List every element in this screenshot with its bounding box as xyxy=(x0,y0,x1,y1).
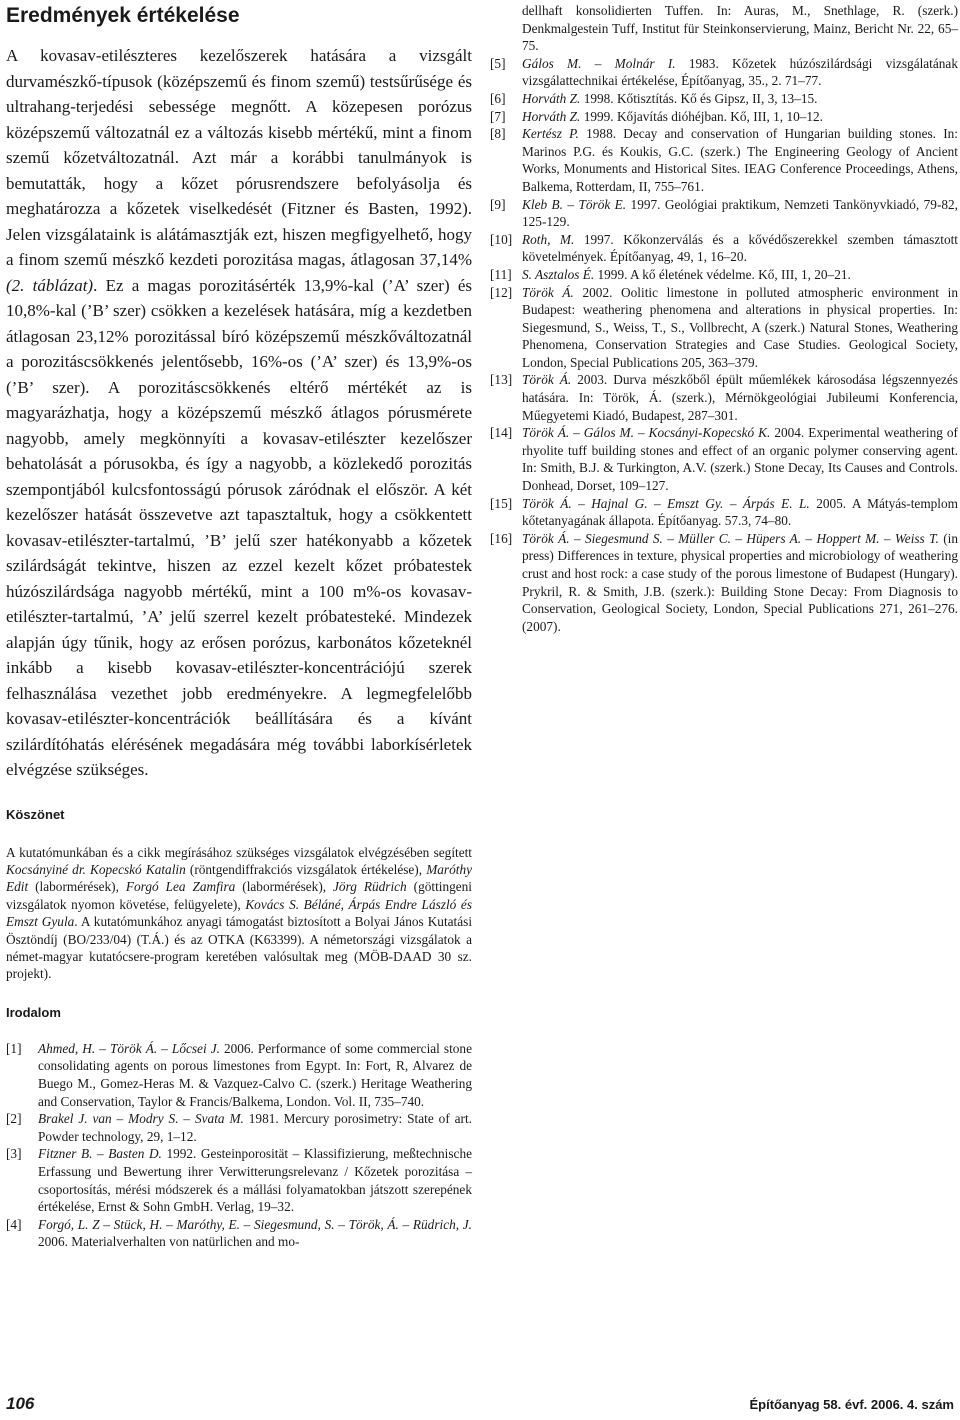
references-list-left xyxy=(6,1040,472,1251)
reference-item xyxy=(490,125,958,195)
text-run: (labormérések), xyxy=(28,879,126,895)
right-column xyxy=(490,2,958,635)
reference-text xyxy=(522,371,958,424)
reference-body: 1981. Mercury porosimetry: State of art. Powder technology, 29, 1–12. xyxy=(38,1111,473,1144)
reference-item xyxy=(6,1110,472,1145)
reference-body: 1983. Kőzetek húzószilárdsági vizsgálatának vizsgálattechnikai értékelése, Építőanyag, 35., 2. 71–77. xyxy=(522,55,958,89)
reference-item xyxy=(490,108,958,126)
reference-number: [16] xyxy=(490,530,513,546)
reference-number: [6] xyxy=(490,90,506,106)
reference-text xyxy=(522,125,958,195)
reference-body: 2006. Materialverhalten von natürlichen and mo- xyxy=(38,1234,300,1250)
acknowledgements-text xyxy=(6,844,472,983)
reference-body: 1999. A kő életének védelme. Kő, III, 1, 20–21. xyxy=(594,266,851,282)
reference-body: 1999. Kőjavítás dióhéjban. Kő, III, 1, 10–12. xyxy=(580,108,824,124)
reference-text xyxy=(522,495,958,530)
text-run: Forgó Lea Zamfira xyxy=(125,879,236,895)
reference-body: 2003. Durva mészkőből épült műemlékek károsodása légszennyezés hatására. In: Török, Á. (szerk.), Mérnökgeológiai Jubileumi Konferencia, Műegyetemi Kiadó, Budapest, 287–301. xyxy=(522,372,958,423)
reference-body: 1998. Kőtisztítás. Kő és Gipsz, II, 3, 13–15. xyxy=(580,90,818,106)
reference-item xyxy=(490,495,958,530)
reference-text xyxy=(38,1110,472,1145)
reference-item xyxy=(490,266,958,284)
reference-item xyxy=(490,90,958,108)
reference-number: [8] xyxy=(490,126,506,142)
text-run: (labormérések), xyxy=(235,879,334,895)
reference-authors: S. Asztalos É. xyxy=(522,266,595,282)
reference-authors: Kertész P. xyxy=(522,126,579,142)
references-heading: Irodalom xyxy=(6,1004,61,1020)
reference-body: 1992. Gesteinporosität – Klassifizierung, meßtechnische Erfassung und Bewertung ihrer Verwitterungsrelevanz / Kőzetek porozitása – csoportosítás, mérési módszerek és a mállási folyamatokban játszott szerepének értékelése, Ernst & Sohn GmbH. Verlag, 19–32. xyxy=(38,1146,472,1215)
reference-text xyxy=(522,424,958,494)
text-run: A kovasav-etilészteres kezelőszerek hatására a vizsgált durvamészkő-típusok (középszemű és finom szemű) testsűrűsége és ultrahang-terjedési sebessége megnőtt. A közepesen porózus középszemű változatnál ez a változás kisebb mértékű, mint a finom szemű kőzetváltozatnál. Azt már a korábbi tanulmányok is bemutatták, hogy a kőzet pórusrendszere befolyásolja és meghatározza a kőzetek viselkedését (Fitzner és Basten, 1992). Jelen vizsgálataink is alátámasztják ezt, hiszen megfigyelhető, hogy a finom szemű mészkő kezdeti porozitása magas, átlagosan 37,14% xyxy=(6,46,472,269)
reference-authors: Horváth Z. xyxy=(522,108,581,124)
reference-item xyxy=(6,1145,472,1215)
reference-text xyxy=(522,284,958,372)
reference-authors: Török Á. – Gálos M. – Kocsányi-Kopecskó K. xyxy=(522,425,771,441)
reference-body: 1988. Decay and conservation of Hungarian building stones. In: Marinos P.G. és Koukis, G.C. (szerk.) The Engineering Geology of Ancient Works, Monuments and Historical Sites. IEAG Conference Proceedings, Athens, Balkema, Rotterdam, II, 755–761. xyxy=(522,126,958,194)
reference-body: (in press) Differences in texture, physical properties and microbiology of weathering crust and host rock: a case study of the porous limestone of Budapest (Hungary). Prykril, R. & Smith, J.B. (szerk.): Building Stone Decay: From Diagnosis to Conservation, Geological Society, London, Special Publications 271, 261–276. (2007). xyxy=(522,530,958,634)
acknowledgements-heading: Köszönet xyxy=(6,806,65,822)
reference-body: 2004. Experimental weathering of rhyolite tuff building stones and effect of an organic polymer conserving agent. In: Smith, B.J. & Turkington, A.V. (szerk.) Stone Decay, Its Causes and Controls. Donhead, Dorset, 109–127. xyxy=(522,425,958,494)
reference-number: [10] xyxy=(490,231,513,247)
reference-text xyxy=(522,530,958,636)
reference-authors: Török Á. xyxy=(522,284,574,300)
reference-continuation: dellhaft konsolidierten Tuffen. In: Auras, M., Snethlage, R. (szerk.) Denkmalgestein Tuff, Institut für Steinkonservierung, Mainz, Bericht Nr. 22, 65–75. xyxy=(522,3,958,54)
reference-text xyxy=(522,55,958,90)
text-run: Jörg Rüdrich xyxy=(333,879,407,895)
journal-footer: Építőanyag 58. évf. 2006. 4. szám xyxy=(749,1397,954,1412)
reference-number: [4] xyxy=(6,1216,22,1232)
reference-number: [7] xyxy=(490,108,506,124)
reference-item xyxy=(490,371,958,424)
reference-number: [1] xyxy=(6,1040,22,1056)
text-run: . Ez a magas porozitásérték 13,9%-kal (’A’ szer) és 10,8%-kal (’B’ szer) csökken a kezelések hatására, míg a kezdetben átlagosan 23,12% porozitással bíró középszemű mészkőváltozatnál a porozitáscsökkenés jelentősebb, 16%-os (’A’ szer) és 13,9%-os (’B’ szer). A porozitáscsökkenés eltérő mértékét az is magyarázhatja, hogy a középszemű mészkő átlagos pórusmérete nagyobb, amely megkönnyíti a kovasav-etilészter kezelőszer behatolását a pórusokba, és így a nagyobb, a közlekedő porozitás szempontjából kulcsfontosságú pórusok záródnak el először. A két kezelőszer hatását összevetve azt tapasztaltuk, hogy a csökkentett kovasav-etilészter-tartalmú, ’B’ jelű szer hatékonyabb a kőzetek szilárdságát tekintve, hiszen az ezzel kezelt kőzet próbatestek húzószilárdsága nagyobb mértékű, mint a 100 m%-os kovasav-etilészter-tartalmú, ’A’ jelű szerrel kezelt próbatesteké. Mindezek alapján úgy tűnik, hogy az erősen porózus, karbonátos kőzeteknél inkább a kisebb kovasav-etilészter-koncentrációjú szerek felhasználása vezethet jobb eredményekre. A legmegfelelőbb kovasav-etilészter-koncentrációk beállítására és a kívánt szilárdítóhatás elérésének megadására még további laborkísérletek elvégzése szükséges. xyxy=(6,275,473,779)
reference-authors: Brakel J. van – Modry S. – Svata M. xyxy=(38,1111,244,1127)
text-run: (göttingeni vizsgálatok nyomon követése, felügyelete), xyxy=(6,879,472,912)
text-run: Maróthy Edit xyxy=(6,861,472,895)
section-title: Eredmények értékelése xyxy=(6,4,240,27)
reference-number: [9] xyxy=(490,196,506,212)
text-run: A kutatómunkában és a cikk megírásához szükséges vizsgálatok elvégzésében segített xyxy=(6,844,472,860)
reference-number: [5] xyxy=(490,55,506,71)
reference-item xyxy=(490,231,958,266)
reference-authors: Roth, M. xyxy=(522,231,575,247)
reference-body: 1997. Geológiai praktikum, Nemzeti Tankönyvkiadó, 79-82, 125-129. xyxy=(522,196,958,230)
reference-authors: Ahmed, H. – Török Á. – Lőcsei J. xyxy=(38,1040,220,1056)
reference-authors: Kleb B. – Török E. xyxy=(522,196,627,212)
reference-text xyxy=(38,1145,472,1215)
reference-number: [12] xyxy=(490,284,513,300)
text-run: Kocsányiné dr. Kopecskó Katalin xyxy=(6,861,186,877)
reference-item xyxy=(490,284,958,372)
reference-text xyxy=(38,1040,472,1110)
reference-authors: Horváth Z. xyxy=(522,90,581,106)
reference-item xyxy=(6,1040,472,1110)
reference-number: [11] xyxy=(490,266,512,282)
reference-item xyxy=(490,424,958,494)
left-column xyxy=(6,0,472,1251)
text-run: (2. táblázat) xyxy=(6,275,94,295)
reference-item xyxy=(490,530,958,636)
reference-body: 1997. Kőkonzerválás és a kővédőszerekkel szemben támasztott követelmények. Építőanyag, 49, 1, 16–20. xyxy=(522,231,958,265)
reference-number: [14] xyxy=(490,425,513,441)
reference-item xyxy=(490,196,958,231)
text-run: (röntgendiffrakciós vizsgálatok értékelése), xyxy=(185,861,427,877)
reference-number: [3] xyxy=(6,1146,22,1162)
reference-text xyxy=(522,196,958,231)
reference-number: [2] xyxy=(6,1111,22,1127)
reference-text xyxy=(522,231,958,266)
reference-number: [15] xyxy=(490,495,513,511)
reference-text xyxy=(522,90,958,108)
text-run: Kovács S. Béláné, Árpás Endre László és Emszt Gyula xyxy=(6,896,472,930)
references-list-right xyxy=(490,55,958,636)
reference-item xyxy=(490,55,958,90)
reference-body: 2005. A Mátyás-templom kőtetanyagának állapota. Építőanyag. 57.3, 74–80. xyxy=(522,495,958,529)
reference-authors: Török Á. – Siegesmund S. – Müller C. – Hüpers A. – Hoppert M. – Weiss T. xyxy=(522,530,939,546)
results-paragraph xyxy=(6,43,472,783)
reference-number: [13] xyxy=(490,372,513,388)
reference-authors: Forgó, L. Z – Stück, H. – Maróthy, E. – Siegesmund, S. – Török, Á. – Rüdrich, J. xyxy=(38,1216,472,1232)
reference-authors: Fitzner B. – Basten D. xyxy=(38,1146,162,1162)
text-run: . A kutatómunkához anyagi támogatást biztosított a Bolyai János Kutatási Ösztöndíj (BO/233/04) (T.Á.) és az OTKA (K63399). A németországi vizsgálatok a német-magyar kutatócsere-program keretében valósultak meg (MÖB-DAAD 30 sz. projekt). xyxy=(6,914,473,982)
reference-text xyxy=(522,266,958,284)
reference-body: 2002. Oolitic limestone in polluted atmospheric environment in Budapest: weathering phenomena and alterations in physical properties. In: Siegesmund, S., Weiss, T., S., Vollbrecht, A (szerk.) Natural Stones, Weathering Phenomena, Conservation Strategies and Case Studies. Geological Society, London, Special Publications 205, 363–379. xyxy=(522,284,958,370)
page-number: 106 xyxy=(6,1394,35,1413)
reference-authors: Török Á. – Hajnal G. – Emszt Gy. – Árpás E. L. xyxy=(522,495,810,511)
reference-text xyxy=(522,108,958,126)
reference-authors: Török Á. xyxy=(522,372,572,388)
reference-item xyxy=(6,1216,472,1251)
reference-body: 2006. Performance of some commercial stone consolidating agents on porous limestones from Egypt. In: Fort, R, Alvarez de Buego M., Gomez-Heras M. & Vazquez-Calvo C. (szerk.) Heritage Weathering and Conservation, Taylor & Francis/Balkema, London. Vol. II, 735–740. xyxy=(38,1040,472,1109)
reference-text xyxy=(38,1216,472,1251)
reference-authors: Gálos M. – Molnár I. xyxy=(522,55,676,71)
